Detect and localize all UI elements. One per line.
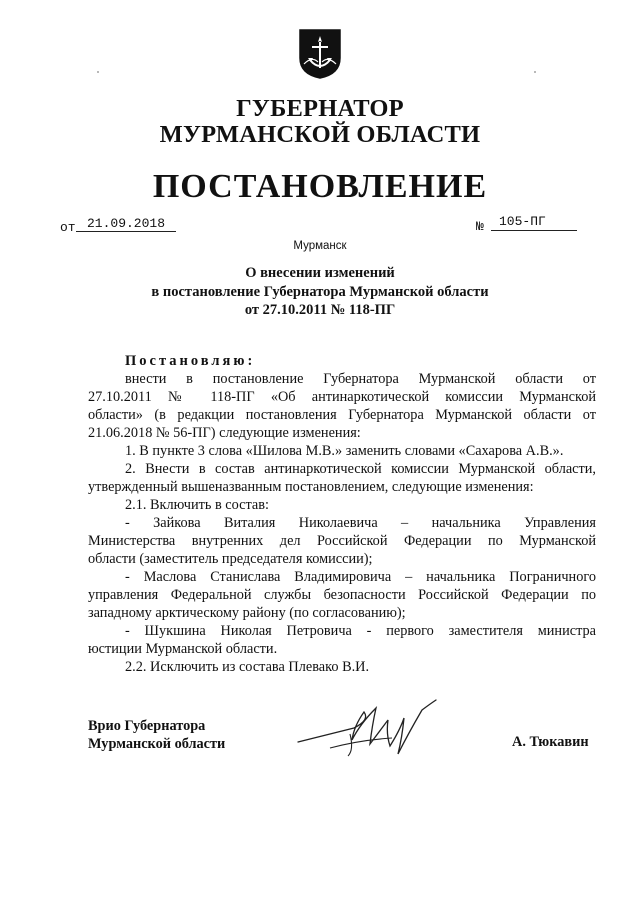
body-line: - Шукшина Николая Петровича - первого заместителя министра <box>125 623 596 639</box>
body-line: - Зайкова Виталия Николаевича – начальника Управления <box>125 515 596 531</box>
date-prefix: от <box>60 220 76 235</box>
number-prefix: № <box>476 219 484 234</box>
body-line: утвержденный вышеназванным постановлением, следующие изменения: <box>88 479 534 495</box>
handwritten-signature <box>290 690 440 770</box>
scan-mark <box>97 71 99 73</box>
body-line: 27.10.2011 № 118-ПГ «Об антинаркотической комиссии Мурманской <box>88 389 596 405</box>
authority-title-line1: ГУБЕРНАТОР <box>236 95 404 122</box>
signatory-name: А. Тюкавин <box>512 734 589 750</box>
body-line: внести в постановление Губернатора Мурманской области от <box>125 371 596 387</box>
body-line: западному арктическому району (по согласованию); <box>88 605 406 621</box>
subject-line: от 27.10.2011 № 118-ПГ <box>244 302 396 318</box>
body-line: 1. В пункте 3 слова «Шилова М.В.» заменить словами «Сахарова А.В.». <box>125 443 564 459</box>
city: Мурманск <box>293 240 347 252</box>
signatory-title-line2: Мурманской области <box>88 736 226 752</box>
decree-word: Постановляю: <box>125 353 256 369</box>
body-line: области (заместитель председателя комиссии); <box>88 551 373 567</box>
subject-line: в постановление Губернатора Мурманской области <box>151 284 489 300</box>
document-type: ПОСТАНОВЛЕНИЕ <box>152 168 488 205</box>
signatory-title-line1: Врио Губернатора <box>88 718 206 734</box>
scan-mark <box>534 71 536 73</box>
body-line: управления Федеральной службы безопасности Российской Федерации по <box>88 587 596 603</box>
body-line: 2.2. Исключить из состава Плевако В.И. <box>125 659 370 675</box>
coat-of-arms-icon <box>298 28 342 80</box>
body-line: юстиции Мурманской области. <box>88 641 278 657</box>
authority-title-line2: МУРМАНСКОЙ ОБЛАСТИ <box>159 121 481 148</box>
body-line: - Маслова Станислава Владимировича – начальника Пограничного <box>125 569 596 585</box>
body-line: области» (в редакции постановления Губернатора Мурманской области от <box>88 407 596 423</box>
body-line: Министерства внутренних дел Российской Федерации по Мурманской <box>88 533 596 549</box>
body-line: 2.1. Включить в состав: <box>125 497 269 513</box>
document-date: 21.09.2018 <box>76 216 176 232</box>
body-line: 2. Внести в состав антинаркотической комиссии Мурманской области, <box>125 461 596 477</box>
subject-line: О внесении изменений <box>245 265 395 281</box>
body-line: 21.06.2018 № 56-ПГ) следующие изменения: <box>88 425 361 441</box>
document-number: 105-ПГ <box>491 214 577 231</box>
